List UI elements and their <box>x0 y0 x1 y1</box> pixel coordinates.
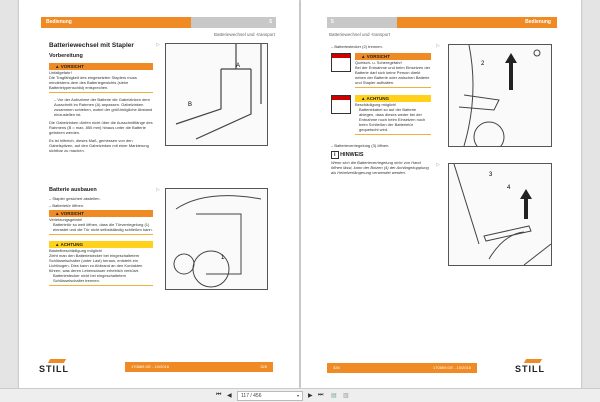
note-label: HINWEIS <box>340 152 364 158</box>
still-logo: STILL <box>515 364 545 374</box>
warning-label: VORSICHT <box>60 211 84 216</box>
callout-b: B <box>188 102 193 108</box>
note-heading <box>331 152 431 158</box>
header-subtitle: Batteriewechsel und -transport <box>329 32 391 37</box>
header-chapter: 5 <box>327 17 397 28</box>
forklift-forks-illustration <box>165 43 268 146</box>
page-number-input[interactable] <box>237 391 303 401</box>
arrow-icon: ▷ <box>156 187 160 193</box>
warning-text: Batteriekabel so auf der Batterie ablegen, dass dieses weder bei der Entnahme noch beim Einsetzen noch beim Schließen der Batterietür gequetscht wird. <box>359 107 426 132</box>
step-text: Batterieverriegelung (3) öffnen. <box>334 143 390 148</box>
footer-bar <box>125 362 273 372</box>
paragraph: Die Gabelzinken dürfen nicht über die Ausschnittlänge des Rahmens (B = max. 850 mm) hinaus unter die Batterie gefahren werden. <box>49 120 153 135</box>
step: – Stapler gesichert abstellen. <box>49 196 101 201</box>
page-title: Batteriewechsel mit Stapler <box>49 42 134 49</box>
callout-2: 2 <box>481 61 485 67</box>
arrow-icon: ▷ <box>156 42 160 48</box>
warning-caution <box>331 53 431 88</box>
warning-attention: ▲ ACHTUNG <box>49 241 153 248</box>
next-page-button[interactable]: ▶ <box>308 393 313 399</box>
warning-label: VORSICHT <box>60 64 84 69</box>
dropdown-icon[interactable]: ▾ <box>296 393 299 398</box>
warning-text: Batterietür so weit öffnen, dass die Türverriegelung (1) einrastet und die Tür nicht selbstständig schließen kann. <box>53 222 153 232</box>
footer-bar <box>327 363 477 373</box>
callout-3: 3 <box>489 172 493 178</box>
warning-text: Zieht man den Batteriestecker bei eingeschaltetem Schlüsselschalter (unter Last) heraus, entsteht ein Lichtbogen. Dies kann zu Abbrand an den Kontakten führen, was deren Lebensdauer erheblich verkürzt. <box>49 253 143 273</box>
page-number: 326 <box>333 365 340 370</box>
warning-lead: Bauteilbeschädigung möglich! <box>49 248 103 253</box>
info-icon: i <box>331 151 339 159</box>
step: – Batterieverriegelung (3) öffnen. <box>331 143 390 148</box>
first-page-button[interactable]: ⏮ <box>216 392 222 398</box>
battery-plug-illustration <box>448 44 552 147</box>
warning-caution: ▲ VORSICHT <box>49 210 153 217</box>
warning-label: ACHTUNG <box>60 242 84 247</box>
warning-text: Die Tragfähigkeit des eingesetzten Staplers muss mindestens dem des Batteriegewichts (siehe Batterietypenschild) entsprechen. <box>49 75 137 90</box>
header-subtitle: Batteriewechsel und -transport <box>213 32 275 37</box>
warning-header: ▲ VORSICHT <box>355 53 431 60</box>
callout-a: A <box>236 63 241 69</box>
single-page-view-icon[interactable]: ▤ <box>331 393 337 399</box>
page-indicator: 117 / 456 <box>241 393 262 399</box>
step: – Batterietür öffnen. <box>49 203 85 208</box>
warning-lead: Verletzungsgefahr! <box>49 217 83 222</box>
warning-attention <box>331 95 431 135</box>
viewer-toolbar <box>0 388 600 402</box>
arrow-icon: ▷ <box>436 162 440 168</box>
step: – Vor der Aufnahme der Batterie die Gabelzinken dem Ausschnitt im Rahmen (A) anpassen. Gabelzinken zusammen schieben, wobei der größtmögliche Abstand einzustellen ist. <box>54 97 153 117</box>
left-page <box>19 0 299 388</box>
warning-text: Bei der Entnahme und beim Einsetzen der Batterie darf sich keine Person direkt neben der Batterie oder zwischen Batterie und Stapler aufhalten. <box>355 65 431 85</box>
cable-hazard-icon <box>331 95 351 114</box>
step-text: Vor der Aufnahme der Batterie die Gabelzinken dem Ausschnitt im Rahmen (A) anpassen. Gabelzinken zusammen schieben, wobei der größtmögliche Abstand einzustellen ist. <box>54 97 153 117</box>
header-chapter: 5 <box>191 17 276 28</box>
battery-lock-illustration <box>448 163 552 266</box>
section-heading: Batterie ausbauen <box>49 187 97 193</box>
section-heading: Vorbereitung <box>49 53 83 59</box>
two-page-view-icon[interactable]: ▥ <box>343 393 349 399</box>
still-logo: STILL <box>39 364 69 374</box>
header-section: Bedienung <box>397 17 557 28</box>
warning-lead: Quetsch- u. Scheregefahr! <box>355 60 402 65</box>
right-page <box>301 0 581 388</box>
step: – Batteriestecker (2) trennen. <box>331 44 383 49</box>
step-text: Batteriestecker (2) trennen. <box>334 44 383 49</box>
warning-step: Batteriestecker nicht bei eingeschaltetem Schlüsselschalter trennen. <box>53 273 126 283</box>
callout-4: 4 <box>507 185 511 191</box>
last-page-button[interactable]: ⏭ <box>318 392 324 398</box>
header-section: Bedienung <box>41 17 191 28</box>
step-text: Batterietür öffnen. <box>52 203 85 208</box>
warning-caution: ▲ VORSICHT <box>49 63 153 70</box>
callout-1: 1 <box>221 255 225 261</box>
warning-label: ACHTUNG <box>366 96 390 101</box>
previous-page-button[interactable]: ◀ <box>227 393 232 399</box>
battery-door-illustration <box>165 188 268 290</box>
crush-hazard-icon <box>331 53 351 72</box>
warning-lead: Beschädigung möglich! <box>355 102 397 107</box>
footer-doc: 170869 DE - 10/2016 <box>131 364 170 369</box>
arrow-icon: ▷ <box>436 43 440 49</box>
step-text: Stapler gesichert abstellen. <box>52 196 101 201</box>
note-text: Wenn sich die Batterieverriegelung nicht von Hand öffnen lässt, kann der Bolzen (4) der Anhängekupplung als Hebelverlängerung verwendet werden. <box>331 160 429 175</box>
footer-doc: 170869 DE - 10/2016 <box>432 365 471 370</box>
page-number: 325 <box>260 364 267 369</box>
warning-label: VORSICHT <box>366 54 390 59</box>
warning-header: ▲ ACHTUNG <box>355 95 431 102</box>
paragraph: Es ist hilfreich, dieses Maß, gemessen von den Gabelspitzen, auf den Gabelzinken mit einer Markierung sichtbar zu machen. <box>49 138 149 153</box>
warning-lead: Unfallgefahr! <box>49 70 72 75</box>
